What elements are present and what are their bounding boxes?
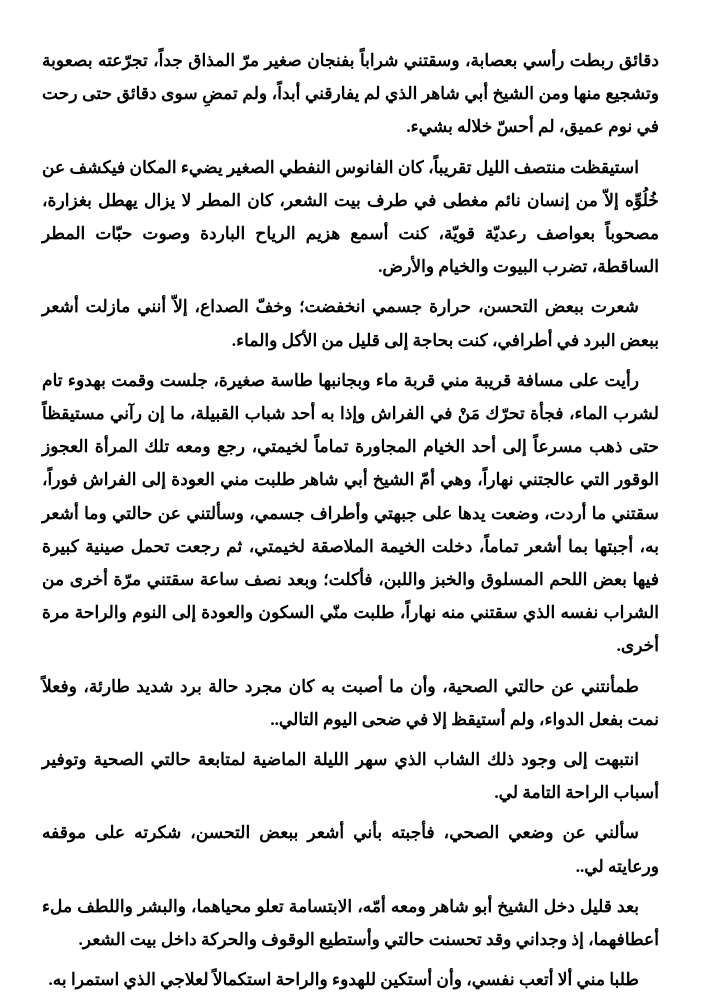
- paragraph-9: طلبا مني ألا أتعب نفسي، وأن أستكين للهدوء والراحة استكمالاً لعلاجي الذي استمرا به.: [48, 970, 639, 990]
- paragraph-4: رأيت على مسافة قريبة مني قربة ماء وبجانبها طاسة صغيرة، جلست وقمت بهدوء تام لشرب الماء، فجأة تحرّك مَنْ في الفراش وإذا به أحد شباب القبيلة، ما إن رآني مستيقظاً حتى ذهب مسرعاً إلى أحد الخيام المجاورة تماماً لخيمتي، رجع ومعه تلك المرأة العجوز الوقور التي عالجتني نهاراً، وهي أمّ الشيخ أبي شاهر طلبت مني العودة إلى الفراش فوراً، سقتني ما أردت، وضعت يدها على جبهتي وأطراف جسمي، وسألتني عن حالتي وما أشعر به، أجبتها بما أشعر تماماً، دخلت الخيمة الملاصقة لخيمتي، ثم رجعت تحمل صينية كبيرة فيها بعض اللحم المسلوق والخبز واللبن، فأكلت؛ وبعد نصف ساعة سقتني مرّة أخرى من الشراب نفسه الذي سقتني منه نهاراً، طلبت منّي السكون والعودة إلى النوم والراحة مرة أخرى.: [42, 370, 659, 656]
- paragraph-1: دقائق ربطت رأسي بعصابة، وسقتني شراباً بفنجان صغير مرّ المذاق جداً، تجرّعته بصعوبة وتشجيع منها ومن الشيخ أبي شاهر الذي لم يفارقني أبداً، ولم تمضِ سوى دقائق حتى رحت في نوم عميق، لم أحسّ خلاله بشيء.: [42, 51, 659, 137]
- paragraph-5: طمأنتني عن حالتي الصحية، وأن ما أصبت به كان مجرد حالة برد شديد طارئة، وفعلاً نمت بفعل الدواء، ولم أستيقظ إلا في ضحى اليوم التالي..: [42, 676, 659, 729]
- paragraph-3: شعرت ببعض التحسن، حرارة جسمي انخفضت؛ وخفّ الصداع، إلاّ أنني مازلت أشعر ببعض البرد في أطرافي، كنت بحاجة إلى قليل من الأكل والماء.: [42, 297, 659, 350]
- paragraph-8: بعد قليل دخل الشيخ أبو شاهر ومعه أمّه، الابتسامة تعلو محياهما، والبشر واللطف ملء أعطافهما، إذ وجداني وقد تحسنت حالتي وأستطيع الوقوف والحركة داخل بيت الشعر.: [42, 896, 659, 950]
- paragraph-6: انتبهت إلى وجود ذلك الشاب الذي سهر الليلة الماضية لمتابعة حالتي الصحية وتوفير أسباب الراحة التامة لي.: [42, 750, 659, 803]
- paragraph-7: سألني عن وضعي الصحي، فأجبته بأني أشعر ببعض التحسن، شكرته على موقفه ورعايته لي..: [42, 823, 659, 876]
- paragraph-2: استيقظت منتصف الليل تقريباً، كان الفانوس النفطي الصغير يضيء المكان فيكشف عن خُلُوِّه إلاّ من إنسان نائم مغطى في طرف بيت الشعر، كان المطر لا يزال يهطل بغزارة، مصحوباً بعواصف رعديّة قويّة، كنت أسمع هزيم الرياح الباردة وصوت حبّات المطر الساقطة، تضرب البيوت والخيام والأرض.: [42, 157, 659, 277]
